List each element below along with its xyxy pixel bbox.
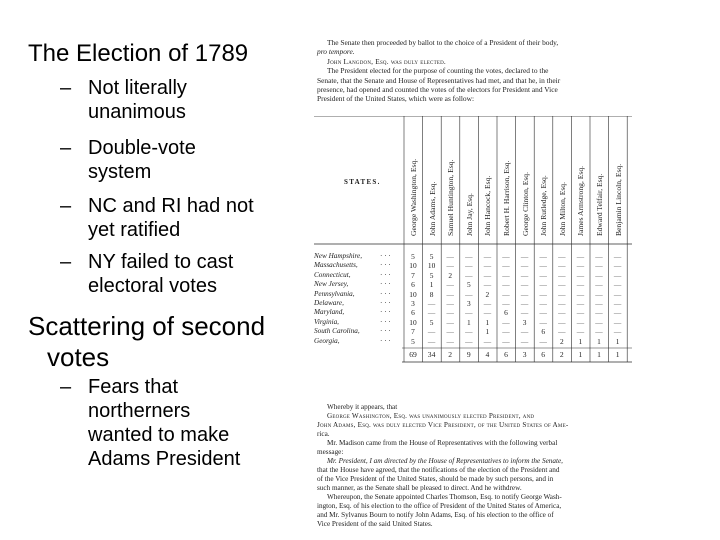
vote-cell: — — [595, 289, 603, 299]
vote-cell: — — [502, 289, 510, 299]
bullet-5 — [62, 375, 240, 471]
vote-cell: 10 — [427, 261, 436, 271]
vote-total: 1 — [615, 350, 620, 359]
bullet-1 — [62, 76, 187, 124]
bullet-dash: – — [60, 77, 72, 99]
vote-cell: — — [483, 299, 492, 308]
vote-cell: — — [520, 299, 529, 308]
intro-line: Senate, that the Senate and House of Representatives had met, and that he, in their — [317, 75, 561, 85]
bullet-dash: – — [60, 251, 72, 273]
candidate-header: George Clinton, Esq. — [520, 172, 530, 236]
bullet-line: Double-vote — [88, 137, 196, 159]
leader-dots: · · · — [380, 252, 391, 260]
vote-cell: — — [539, 299, 547, 308]
after-line: of the Vice President of the United States, should be made by such persons, and in — [317, 475, 554, 483]
vote-cell: 2 — [559, 336, 564, 346]
state-name: New Hampshire, — [314, 252, 363, 260]
vote-cell: — — [502, 261, 510, 271]
vote-total: 3 — [522, 350, 527, 359]
electoral-vote-table — [314, 116, 632, 398]
vote-cell: — — [520, 289, 529, 299]
after-line: Vice President of the said United States. — [317, 520, 433, 528]
vote-cell: — — [558, 280, 566, 290]
vote-cell: 6 — [541, 327, 546, 337]
vote-cell: — — [539, 336, 547, 346]
vote-cell: — — [595, 270, 603, 280]
vote-cell: 5 — [411, 336, 415, 346]
vote-cell: — — [483, 308, 492, 318]
candidate-header: John Rutledge, Esq. — [539, 175, 549, 236]
vote-cell: — — [520, 336, 529, 346]
vote-cell: — — [446, 261, 454, 271]
bullet-line: yet ratified — [88, 219, 181, 241]
vote-cell: — — [539, 270, 547, 280]
vote-cell: — — [520, 270, 529, 280]
bullet-line: electoral votes — [88, 275, 217, 297]
vote-cell: — — [613, 317, 622, 327]
after-line: Mr. President, I am directed by the House of Representatives to inform the Senate, — [327, 457, 563, 465]
vote-cell: 5 — [429, 270, 434, 280]
candidate-header: John Milton, Esq. — [557, 181, 567, 236]
leader-dots: · · · — [380, 270, 391, 279]
vote-total: 2 — [448, 350, 453, 359]
state-name: New Jersey, — [314, 280, 349, 289]
vote-cell: — — [465, 327, 473, 337]
vote-cell: — — [539, 252, 547, 261]
leader-dots: · · · — [380, 280, 391, 289]
vote-cell: — — [576, 289, 585, 299]
slide-text-panel — [0, 0, 300, 540]
vote-cell: — — [613, 280, 622, 290]
vote-total: 1 — [597, 350, 601, 359]
candidate-header: Edward Telfair, Esq. — [595, 173, 604, 236]
candidate-header: Robert H. Harrison, Esq. — [502, 160, 511, 236]
vote-cell: 6 — [411, 308, 415, 318]
vote-cell: — — [465, 308, 473, 318]
vote-cell: 7 — [411, 327, 415, 337]
vote-cell: 10 — [409, 289, 417, 299]
slide-subtitle — [28, 311, 298, 373]
vote-cell: — — [558, 299, 566, 308]
vote-cell: 5 — [411, 252, 415, 261]
vote-cell: — — [613, 327, 622, 337]
vote-cell: — — [483, 280, 492, 290]
vote-cell: — — [576, 299, 585, 308]
after-line: George Washington, Esq. was unanimously elected President, and — [327, 412, 535, 420]
vote-cell: — — [446, 252, 454, 261]
intro-line: pro tempore. — [317, 47, 355, 57]
vote-cell: 5 — [429, 252, 434, 261]
after-line: Mr. Madison came from the House of Representatives with the following verbal — [327, 439, 558, 447]
vote-cell: — — [427, 327, 436, 337]
vote-cell: — — [558, 252, 566, 261]
bullet-line: wanted to make — [88, 424, 230, 446]
intro-line: President of the United States, which were as follow: — [317, 94, 475, 104]
vote-cell: — — [558, 327, 566, 337]
vote-cell: — — [520, 252, 529, 261]
bullet-line: Not literally — [88, 77, 187, 99]
bullet-4 — [62, 250, 233, 298]
vote-cell: — — [539, 289, 547, 299]
vote-cell: — — [446, 280, 454, 290]
intro-line: John Langdon, Esq. was duly elected. — [327, 56, 446, 66]
vote-cell: — — [427, 299, 436, 308]
vote-cell: — — [595, 308, 603, 318]
vote-cell: — — [446, 336, 454, 346]
state-name: Georgia, — [314, 336, 340, 345]
candidate-header: George Washington, Esq. — [409, 158, 418, 236]
vote-cell: — — [465, 336, 473, 346]
vote-cell: — — [576, 327, 585, 337]
bullet-dash: – — [60, 137, 72, 159]
vote-cell: — — [595, 299, 603, 308]
candidate-header: John Hancock, Esq. — [483, 175, 493, 236]
bullet-line: unanimous — [88, 101, 186, 123]
intro-line: The President elected for the purpose of counting the votes, declared to the — [327, 66, 549, 76]
state-name: Connecticut, — [314, 270, 351, 279]
vote-cell: — — [520, 280, 529, 290]
candidate-header: James Armstrong, Esq. — [576, 165, 586, 236]
scanned-senate-journal — [303, 36, 633, 528]
vote-cell: — — [539, 261, 547, 271]
vote-cell: 7 — [411, 270, 415, 280]
state-name: South Carolina, — [314, 327, 360, 336]
vote-cell: — — [558, 289, 566, 299]
after-line: that the House have agreed, that the notifications of the election of the President and — [317, 466, 560, 474]
bullet-line: Adams President — [88, 448, 241, 470]
vote-cell: 3 — [522, 317, 527, 327]
candidate-header: Benjamin Lincoln, Esq. — [613, 163, 623, 236]
after-line: rica. — [317, 430, 330, 438]
after-line: and Mr. Sylvanus Bourn to notify John Adams, Esq. of his election to the office of — [317, 511, 554, 519]
vote-cell: 10 — [409, 317, 417, 327]
vote-cell: — — [613, 289, 622, 299]
vote-cell: 1 — [485, 317, 490, 327]
vote-cell: — — [558, 308, 566, 318]
vote-cell: — — [576, 252, 585, 261]
state-name: Virginia, — [314, 317, 339, 326]
leader-dots: · · · — [380, 308, 391, 317]
bullet-2 — [62, 136, 196, 184]
vote-cell: — — [427, 308, 436, 318]
vote-total: 6 — [541, 350, 546, 359]
vote-cell: — — [483, 336, 492, 346]
vote-total: 6 — [504, 350, 508, 359]
vote-cell: — — [539, 308, 547, 318]
vote-cell: — — [576, 280, 585, 290]
after-line: message: — [317, 448, 344, 456]
subtitle-line: Scattering of second — [28, 311, 266, 341]
after-line: Whereby it appears, that — [327, 403, 398, 411]
vote-cell: 1 — [429, 280, 434, 290]
vote-cell: — — [576, 261, 585, 271]
vote-cell: — — [613, 261, 622, 271]
vote-cell: — — [502, 270, 510, 280]
candidate-header: John Jay, Esq. — [464, 193, 474, 236]
vote-cell: 5 — [466, 280, 471, 290]
vote-cell: — — [539, 317, 547, 327]
vote-cell: 1 — [597, 336, 601, 346]
intro-line: The Senate then proceeded by ballot to the choice of a President of their body, — [327, 38, 559, 47]
vote-cell: — — [520, 308, 529, 318]
states-column-header: STATES. — [344, 178, 381, 186]
vote-cell: — — [502, 327, 510, 337]
journal-intro — [317, 38, 631, 104]
vote-cell: 5 — [429, 317, 434, 327]
after-line: John Adams, Esq. was duly elected Vice President, of the United States of Ame- — [317, 421, 569, 429]
state-name: Pennsylvania, — [314, 289, 355, 298]
vote-cell: — — [520, 261, 529, 271]
vote-cell: — — [576, 317, 585, 327]
vote-cell: — — [558, 317, 566, 327]
vote-cell: — — [427, 336, 436, 346]
leader-dots: · · · — [380, 317, 391, 326]
vote-cell: 10 — [409, 261, 417, 271]
vote-cell: — — [558, 261, 566, 271]
vote-cell: — — [446, 289, 454, 299]
bullet-line: system — [88, 161, 152, 183]
candidate-header: John Adams, Esq. — [427, 181, 437, 236]
vote-cell: — — [502, 299, 510, 308]
vote-cell: — — [595, 327, 603, 337]
bullet-dash: – — [60, 195, 72, 217]
vote-cell: — — [595, 280, 603, 290]
vote-cell: — — [520, 327, 529, 337]
leader-dots: · · · — [380, 336, 391, 345]
after-line: ington, Esq. of his election to the office of President of the United States of America, — [317, 502, 562, 510]
vote-cell: — — [446, 327, 454, 337]
vote-cell: — — [502, 280, 510, 290]
leader-dots: · · · — [380, 261, 391, 270]
bullet-3 — [62, 194, 254, 242]
bullet-line: northerners — [88, 400, 191, 422]
vote-total: 9 — [466, 350, 471, 359]
vote-cell: — — [483, 252, 492, 261]
leader-dots: · · · — [380, 289, 391, 298]
vote-cell: 1 — [615, 336, 620, 346]
vote-cell: — — [446, 317, 454, 327]
slide-title: The Election of 1789 — [28, 40, 249, 67]
leader-dots: · · · — [380, 299, 391, 307]
subtitle-line: votes — [47, 342, 110, 372]
vote-cell: 6 — [504, 308, 508, 318]
bullet-line: NY failed to cast — [88, 251, 234, 273]
after-line: such manner, as the Senate shall be pleased to direct. And he withdrew. — [317, 484, 522, 492]
vote-total: 2 — [559, 350, 564, 359]
vote-cell: — — [465, 261, 473, 271]
vote-cell: — — [483, 270, 492, 280]
vote-cell: 3 — [411, 299, 415, 308]
vote-cell: — — [613, 270, 622, 280]
vote-cell: — — [595, 317, 603, 327]
bullet-line: Fears that — [88, 376, 179, 398]
vote-cell: 2 — [448, 270, 453, 280]
state-name: Delaware, — [314, 299, 344, 307]
after-line: Whereupon, the Senate appointed Charles Thomson, Esq. to notify George Wash- — [327, 493, 562, 501]
state-name: Massachusetts, — [314, 261, 358, 270]
state-name: Maryland, — [314, 308, 345, 317]
vote-cell: 3 — [466, 299, 471, 308]
vote-cell: 1 — [578, 336, 583, 346]
vote-cell: — — [483, 261, 492, 271]
intro-line: presence, had opened and counted the votes of the electors for President and Vice — [317, 85, 558, 95]
vote-cell: — — [502, 336, 510, 346]
vote-cell: 2 — [485, 289, 490, 299]
vote-cell: — — [613, 299, 622, 308]
vote-cell: — — [558, 270, 566, 280]
vote-total: 4 — [485, 350, 490, 359]
vote-cell: — — [502, 252, 510, 261]
vote-cell: 1 — [485, 327, 490, 337]
bullet-dash: – — [60, 376, 72, 398]
vote-cell: — — [576, 270, 585, 280]
vote-total: 69 — [409, 350, 417, 359]
bullet-line: NC and RI had not — [88, 195, 254, 217]
vote-cell: — — [613, 252, 622, 261]
vote-total: 1 — [578, 350, 583, 359]
vote-cell: — — [502, 317, 510, 327]
vote-cell: 1 — [466, 317, 471, 327]
vote-cell: — — [576, 308, 585, 318]
vote-cell: — — [613, 308, 622, 318]
vote-cell: — — [595, 261, 603, 271]
vote-cell: 8 — [429, 289, 434, 299]
vote-cell: — — [465, 270, 473, 280]
leader-dots: · · · — [380, 327, 391, 336]
vote-cell: — — [465, 289, 473, 299]
vote-cell: — — [446, 299, 454, 308]
vote-cell: — — [446, 308, 454, 318]
vote-cell: 6 — [411, 280, 415, 290]
vote-total: 34 — [427, 350, 436, 359]
journal-after-table — [317, 403, 631, 529]
candidate-header: Samuel Huntington, Esq. — [446, 159, 456, 236]
vote-cell: — — [465, 252, 473, 261]
vote-cell: — — [539, 280, 547, 290]
vote-cell: — — [595, 252, 603, 261]
